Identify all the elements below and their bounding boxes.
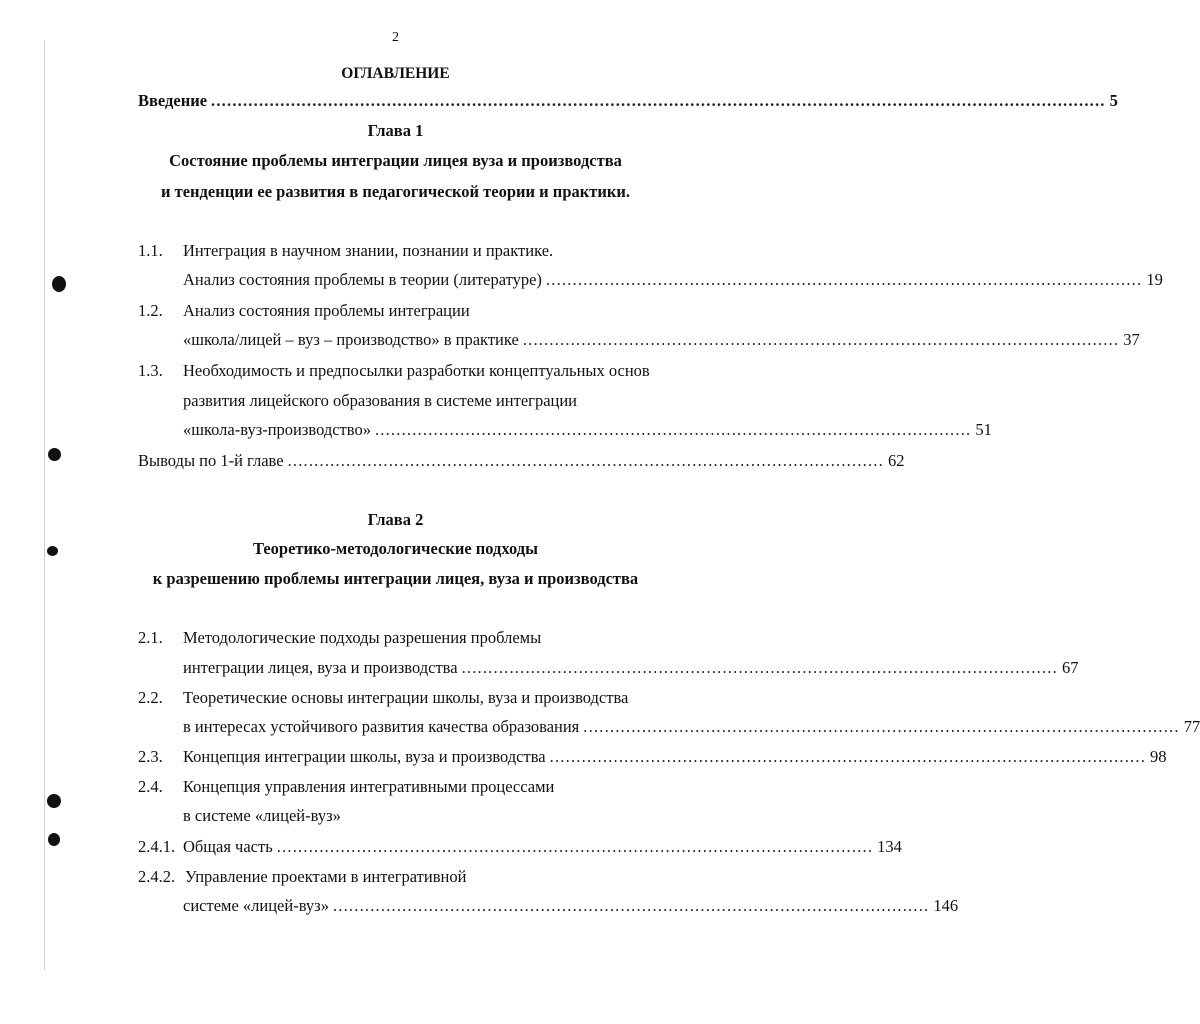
entry-label: Общая часть [183, 837, 273, 856]
dot-leader: ................................................................................................................ [461, 658, 1058, 677]
dot-leader: ................................................................................................................ [276, 837, 874, 856]
entry-label: «школа/лицей – вуз – производство» в практике [183, 330, 519, 349]
toc-heading: ОГЛАВЛЕНИЕ [341, 65, 450, 82]
entry-page: 5 [1109, 91, 1118, 110]
section-title-line: Методологические подходы разрешения проблемы [183, 628, 542, 647]
section-number: 1.3. [138, 361, 163, 380]
dot-leader: ................................................................................................................ [287, 451, 884, 470]
scan-edge-line [44, 40, 45, 970]
toc-entry-2-4-2[interactable] [183, 896, 959, 916]
entry-label: интеграции лицея, вуза и производства [183, 658, 458, 677]
toc-entry-1-1[interactable] [183, 270, 1163, 290]
dot-leader: ................................................................................................................ [549, 747, 1147, 766]
chapter-2-title-line-2: к разрешению проблемы интеграции лицея, вуза и производства [152, 569, 639, 588]
toc-entry-conclusions-1[interactable] [138, 451, 905, 471]
section-number: 1.1. [138, 241, 163, 260]
entry-label: Концепция интеграции школы, вуза и производства [183, 747, 546, 766]
section-title-line: в системе «лицей-вуз» [183, 806, 341, 825]
section-number: 2.2. [138, 688, 163, 707]
entry-label: «школа-вуз-производство» [183, 420, 371, 439]
section-title-line: Управление проектами в интегративной [185, 867, 467, 886]
dot-leader: ................................................................................................................ [583, 717, 1180, 736]
section-title-line: развития лицейского образования в системе интеграции [183, 391, 578, 410]
dot-leader: ................................................................................................................ [374, 420, 972, 439]
scan-blot [47, 794, 61, 808]
entry-label: Введение [138, 91, 208, 110]
dot-leader: ................................................................................................................ [332, 896, 930, 915]
section-number: 2.1. [138, 628, 163, 647]
scan-blot [52, 276, 66, 292]
entry-page: 19 [1146, 270, 1163, 289]
toc-entry-1-2[interactable] [183, 330, 1140, 350]
entry-page: 98 [1150, 747, 1167, 766]
toc-entry-introduction[interactable] [138, 91, 1118, 111]
dot-leader: ................................................................................................................ [522, 330, 1120, 349]
entry-page: 37 [1123, 330, 1140, 349]
chapter-2-label: Глава 2 [367, 510, 424, 529]
dot-leader: ........................................................................................................................................................................ [211, 91, 1106, 110]
scan-blot [48, 833, 60, 846]
section-number: 2.4.2. [138, 867, 176, 886]
chapter-2-title-line-1: Теоретико-методологические подходы [252, 539, 539, 558]
entry-label: Выводы по 1-й главе [138, 451, 284, 470]
entry-page: 77 [1183, 717, 1200, 736]
toc-entry-2-1[interactable] [183, 658, 1079, 678]
page-number: 2 [392, 30, 399, 45]
entry-page: 134 [877, 837, 902, 856]
toc-entry-2-2[interactable] [183, 717, 1200, 737]
section-title-line: Концепция управления интегративными процессами [183, 777, 555, 796]
section-title-line: Интеграция в научном знании, познании и практике. [183, 241, 554, 260]
entry-page: 51 [975, 420, 992, 439]
section-title-line: Теоретические основы интеграции школы, вуза и производства [183, 688, 629, 707]
entry-label: Анализ состояния проблемы в теории (литературе) [183, 270, 542, 289]
chapter-1-title-line-1: Состояние проблемы интеграции лицея вуза и производства [169, 151, 622, 170]
dot-leader: ................................................................................................................ [545, 270, 1143, 289]
entry-label: в интересах устойчивого развития качества образования [183, 717, 580, 736]
entry-page: 62 [887, 451, 905, 470]
chapter-1-label: Глава 1 [367, 121, 424, 140]
entry-page: 146 [933, 896, 959, 915]
section-number: 2.4. [138, 777, 163, 796]
section-number: 2.4.1. [138, 837, 176, 856]
section-number: 1.2. [138, 301, 163, 320]
toc-entry-1-3[interactable] [183, 420, 992, 440]
section-number: 2.3. [138, 747, 163, 766]
toc-entry-2-3[interactable] [183, 747, 1167, 767]
section-title-line: Анализ состояния проблемы интеграции [183, 301, 470, 320]
section-title-line: Необходимость и предпосылки разработки концептуальных основ [183, 361, 650, 380]
entry-label: системе «лицей-вуз» [183, 896, 329, 915]
chapter-1-title-line-2: и тенденции ее развития в педагогической теории и практики. [160, 182, 631, 201]
scan-blot [48, 448, 61, 461]
toc-entry-2-4-1[interactable] [183, 837, 902, 857]
entry-page: 67 [1061, 658, 1079, 677]
